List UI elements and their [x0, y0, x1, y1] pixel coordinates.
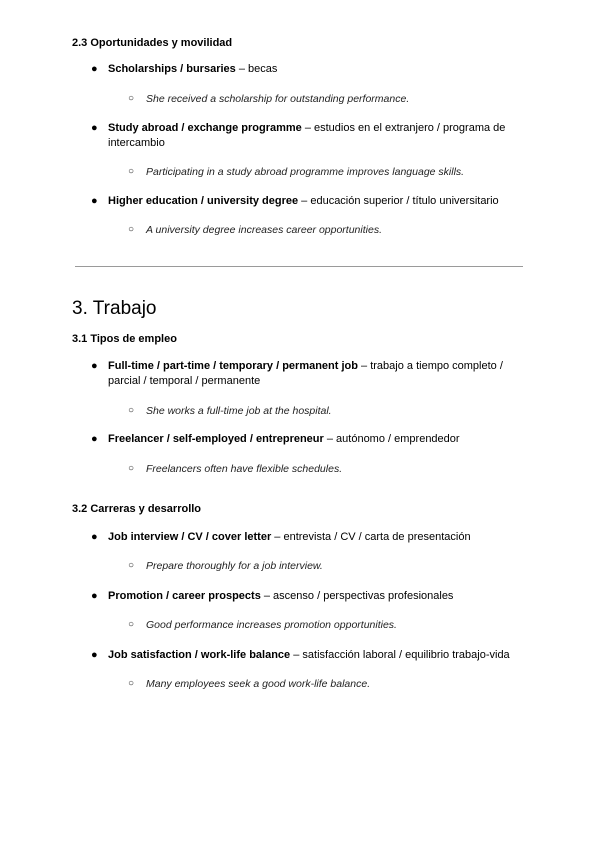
section-heading-3-2: 3.2 Carreras y desarrollo [72, 503, 202, 515]
term: Full-time / part-time / temporary / permanent job [108, 360, 358, 372]
term: Scholarships / bursaries [108, 63, 236, 75]
definition: – entrevista / CV / carta de presentación [271, 531, 471, 543]
circle-bullet-icon: ○ [128, 405, 135, 416]
list-item [91, 194, 518, 209]
section-heading-3-1: 3.1 Tipos de empleo [72, 333, 177, 345]
bullet-icon: ● [91, 433, 98, 445]
definition: – trabajo a tiempo completo / parcial / temporal / permanente [108, 360, 503, 387]
term: Higher education / university degree [108, 195, 299, 207]
definition: – autónomo / emprendedor [323, 433, 460, 445]
definition: – ascenso / perspectivas profesionales [260, 590, 454, 602]
term: Study abroad / exchange programme [108, 122, 302, 134]
term: Job satisfaction / work-life balance [108, 649, 291, 661]
list-item [91, 589, 518, 604]
circle-bullet-icon: ○ [128, 166, 135, 177]
definition: – satisfacción laboral / equilibrio trabajo-vida [290, 649, 510, 661]
term: Promotion / career prospects [108, 590, 261, 602]
example-text: She received a scholarship for outstanding performance. [146, 93, 410, 105]
example-text: She works a full-time job at the hospital. [146, 405, 332, 417]
list-item [91, 121, 518, 151]
bullet-icon: ● [91, 590, 98, 602]
term: Job interview / CV / cover letter [108, 531, 272, 543]
bullet-icon: ● [91, 649, 98, 661]
definition: – estudios en el extranjero / programa de intercambio [108, 122, 506, 149]
list-item [91, 530, 518, 545]
example-item [128, 677, 526, 691]
bullet-icon: ● [91, 195, 98, 207]
example-text: Many employees seek a good work-life balance. [146, 678, 371, 690]
example-item [128, 404, 526, 418]
circle-bullet-icon: ○ [128, 93, 135, 104]
circle-bullet-icon: ○ [128, 678, 135, 689]
example-text: Freelancers often have flexible schedules. [146, 463, 343, 475]
section-heading-2-3: 2.3 Oportunidades y movilidad [72, 37, 233, 49]
example-item [128, 165, 526, 179]
horizontal-divider [75, 266, 523, 267]
circle-bullet-icon: ○ [128, 224, 135, 235]
list-item [91, 62, 518, 77]
example-text: Participating in a study abroad programme improves language skills. [146, 166, 465, 178]
example-text: A university degree increases career opportunities. [146, 224, 382, 236]
example-item [128, 559, 526, 573]
list-item [91, 648, 518, 663]
bullet-icon: ● [91, 122, 98, 134]
term: Freelancer / self-employed / entrepreneur [108, 433, 324, 445]
circle-bullet-icon: ○ [128, 463, 135, 474]
list-item [91, 359, 518, 389]
example-item [128, 618, 526, 632]
circle-bullet-icon: ○ [128, 619, 135, 630]
bullet-icon: ● [91, 63, 98, 75]
bullet-icon: ● [91, 531, 98, 543]
definition: – becas [235, 63, 278, 75]
list-item [91, 432, 518, 447]
example-item [128, 462, 526, 476]
section-title-3: 3. Trabajo [72, 298, 157, 319]
example-item [128, 223, 526, 237]
definition: – educación superior / título universitario [298, 195, 499, 207]
example-text: Prepare thoroughly for a job interview. [146, 560, 323, 572]
circle-bullet-icon: ○ [128, 560, 135, 571]
bullet-icon: ● [91, 360, 98, 372]
example-item [128, 92, 526, 106]
example-text: Good performance increases promotion opportunities. [146, 619, 397, 631]
